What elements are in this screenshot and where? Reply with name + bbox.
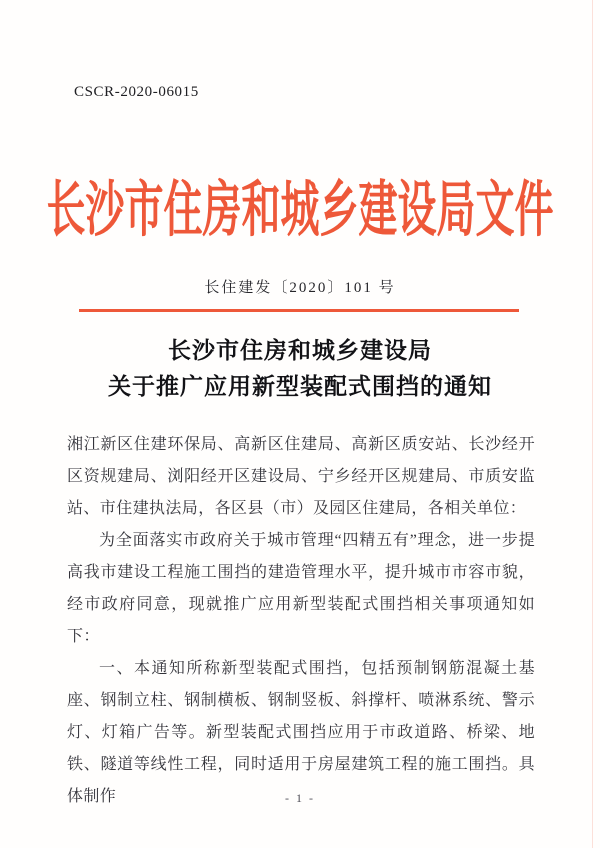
notice-title <box>0 333 600 405</box>
agency-masthead-text: 长沙市住房和城乡建设局文件 <box>46 177 554 244</box>
document-body <box>67 429 535 813</box>
body-paragraph-2: 一、本通知所称新型装配式围挡，包括预制钢筋混凝土基座、钢制立柱、钢制横板、钢制竖板、斜撑杆、喷淋系统、警示灯、灯箱广告等。新型装配式围挡应用于市政道路、桥梁、地铁、隧道等线性工程，同时适用于房屋建筑工程的施工围挡。具体制作 <box>67 660 535 805</box>
document-code: CSCR-2020-06015 <box>74 84 199 100</box>
notice-title-line-1: 长沙市住房和城乡建设局 <box>168 338 432 363</box>
agency-masthead <box>0 158 600 252</box>
recipients-paragraph: 湘江新区住建环保局、高新区住建局、高新区质安站、长沙经开区资规建局、浏阳经开区建设局、宁乡经开区规建局、市质安监站、市住建执法局，各区县（市）及园区住建局，各相关单位： <box>67 436 535 517</box>
notice-title-line-2: 关于推广应用新型装配式围挡的通知 <box>108 374 492 399</box>
page-number: - 1 - <box>285 791 315 805</box>
document-reference-number: 长住建发〔2020〕101 号 <box>204 280 396 296</box>
masthead-divider-rule <box>79 309 519 312</box>
scan-edge-artifact <box>592 0 593 848</box>
body-paragraph-1: 为全面落实市政府关于城市管理“四精五有”理念，进一步提高我市建设工程施工围挡的建造管理水平，提升城市市容市貌，经市政府同意，现就推广应用新型装配式围挡相关事项通知如下： <box>67 532 535 645</box>
